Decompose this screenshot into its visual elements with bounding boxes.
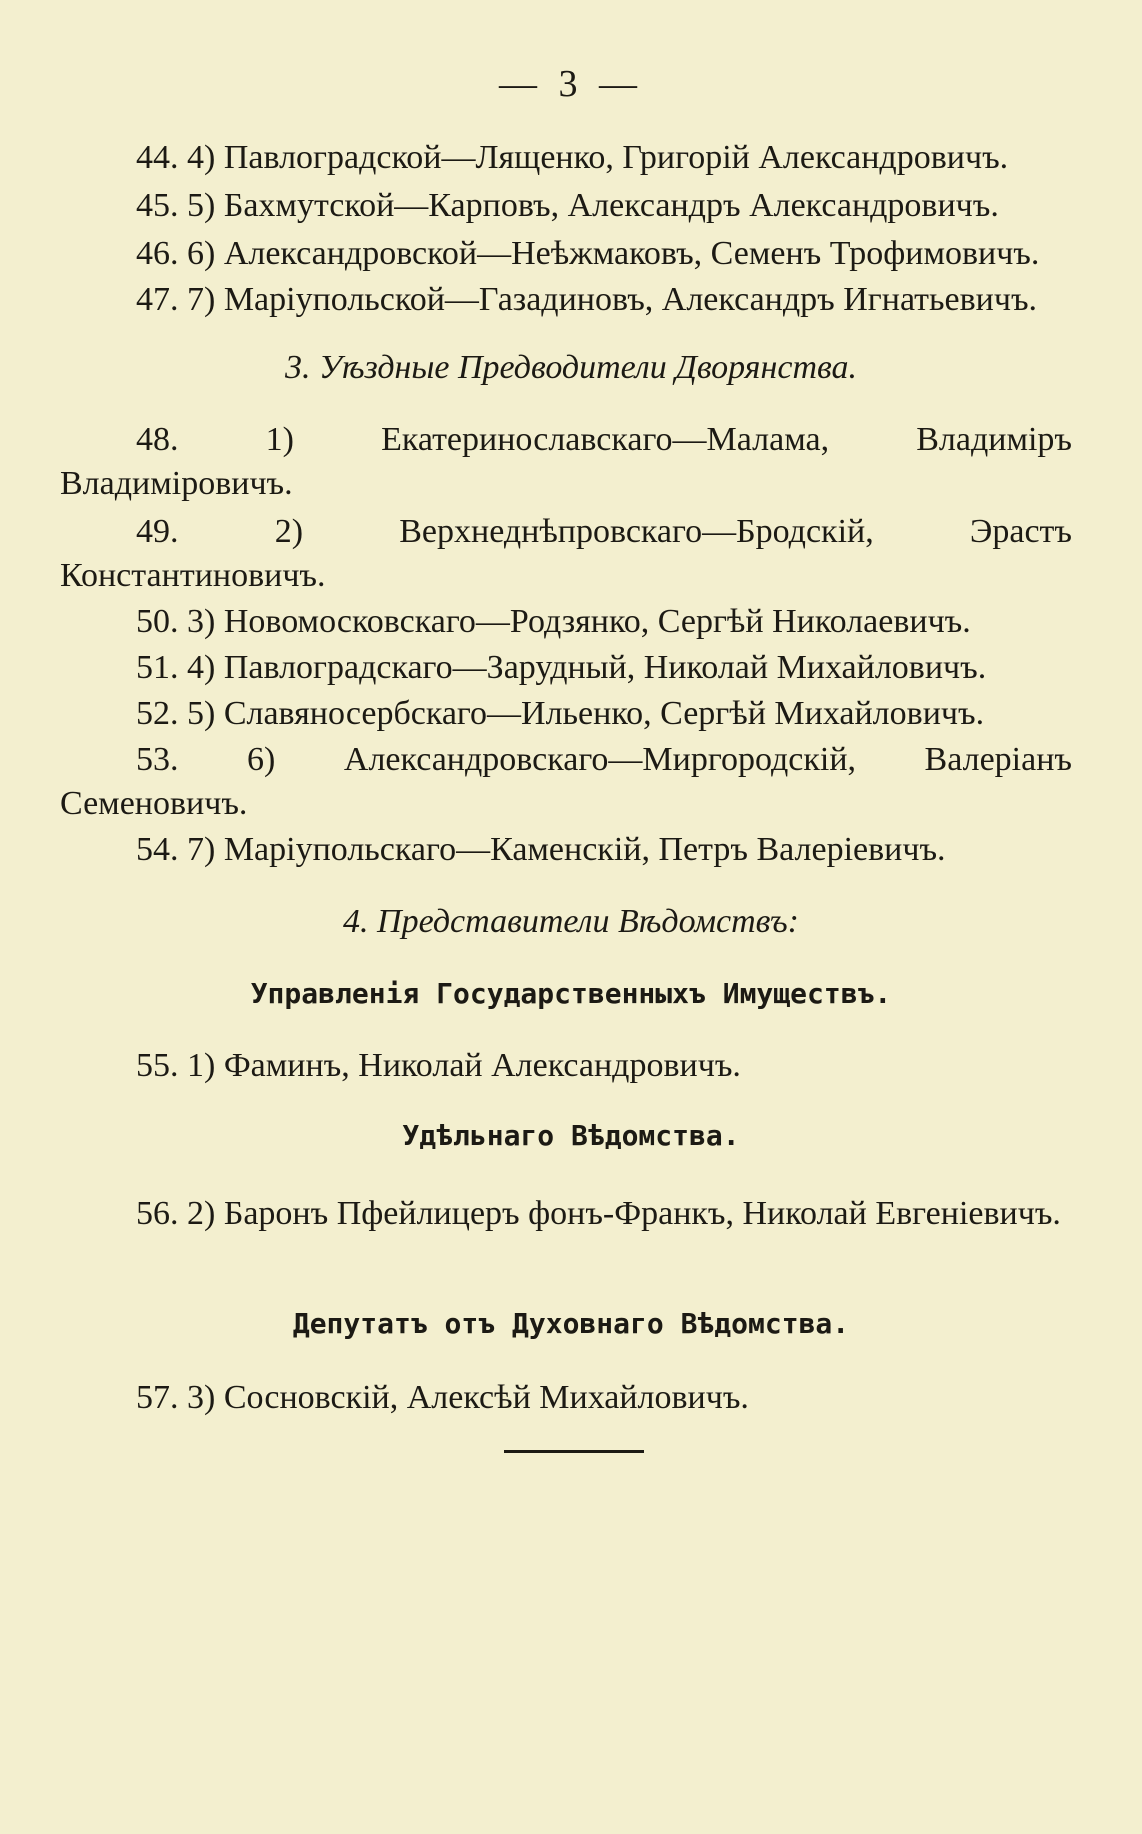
- list-item: 45. 5) Бахмутской—Карповъ, Александръ Александровичъ.: [136, 187, 999, 224]
- list-item: 54. 7) Маріупольскаго—Каменскій, Петръ Валеріевичъ.: [136, 831, 946, 868]
- list-item: 46. 6) Александровской—Неѣжмаковъ, Семенъ Трофимовичъ.: [136, 235, 1040, 272]
- list-item: 44. 4) Павлоградской—Лященко, Григорій Александровичъ.: [136, 139, 1009, 176]
- list-item: 52. 5) Славяносербскаго—Ильенко, Сергѣй Михайловичъ.: [136, 695, 985, 732]
- list-item: 49. 2) Верхнеднѣпровскаго—Бродскій, Эрастъ Константиновичъ.: [60, 513, 1072, 594]
- list-item: 47. 7) Маріупольской—Газадиновъ, Александръ Игнатьевичъ.: [136, 281, 1038, 318]
- list-item: 56. 2) Баронъ Пфейлицеръ фонъ-Франкъ, Николай Евгеніевичъ.: [136, 1195, 1061, 1232]
- list-item: 53. 6) Александровскаго—Миргородскій, Валеріанъ Семеновичъ.: [60, 741, 1072, 822]
- closing-rule: [504, 1450, 644, 1453]
- list-item: 57. 3) Сосновскій, Алексѣй Михайловичъ.: [136, 1379, 749, 1416]
- list-item: 48. 1) Екатеринославскаго—Малама, Владиміръ Владиміровичъ.: [60, 421, 1072, 502]
- list-item: 50. 3) Новомосковскаго—Родзянко, Сергѣй Николаевичъ.: [136, 603, 971, 640]
- list-item: 55. 1) Фаминъ, Николай Александровичъ.: [136, 1047, 741, 1084]
- section-heading: 3. Уѣздные Предводители Дворянства.: [284, 349, 858, 386]
- page-number: — 3 —: [499, 63, 643, 105]
- department-heading: Удѣльнаго Вѣдомства.: [402, 1119, 740, 1152]
- department-heading: Управленія Государственныхъ Имуществъ.: [250, 977, 892, 1010]
- department-heading: Депутатъ отъ Духовнаго Вѣдомства.: [292, 1307, 850, 1340]
- section-heading: 4. Представители Вѣдомствъ:: [343, 903, 799, 940]
- list-item: 51. 4) Павлоградскаго—Зарудный, Николай Михайловичъ.: [136, 649, 987, 686]
